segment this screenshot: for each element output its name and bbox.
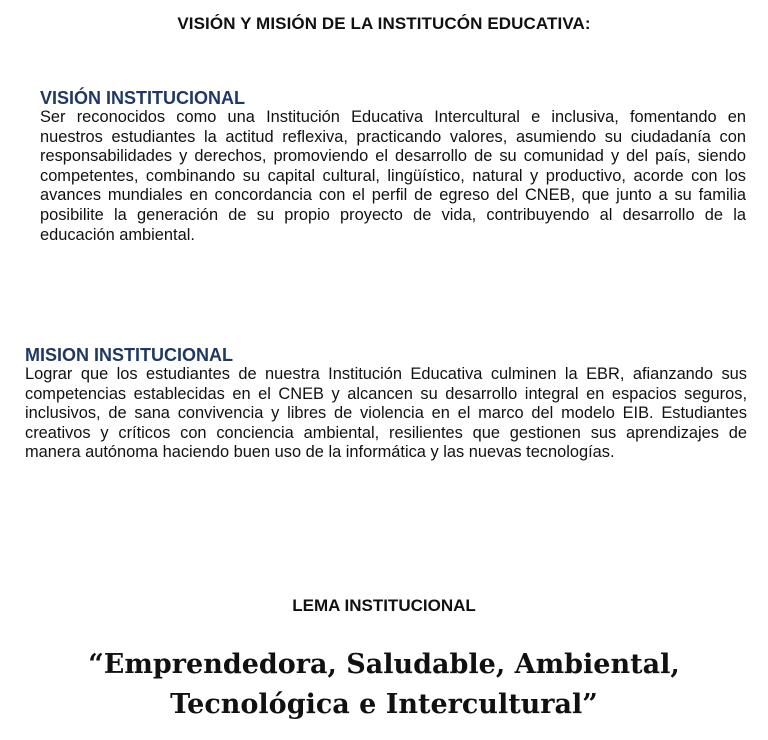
- vision-heading: VISIÓN INSTITUCIONAL: [40, 88, 246, 108]
- vision-section: [40, 88, 746, 245]
- mision-section: [25, 345, 747, 463]
- lema-heading: LEMA INSTITUCIONAL: [292, 596, 476, 615]
- lema-line-1: “Emprendedora, Saludable, Ambiental,: [88, 649, 680, 680]
- vision-body: Ser reconocidos como una Institución Educativa Intercultural e inclusiva, fomentando en nuestros estudiantes la actitud reflexiva, practicando valores, asumiendo su ciudadanía con responsabilidades y derechos, promoviendo el desarrollo de su comunidad y del país, siendo competentes, combinando su capital cultural, lingüístico, natural y productivo, acorde con los avances mundiales en concordancia con el perfil de egreso del CNEB, que junto a su familia posibilite la generación de su propio proyecto de vida, contribuyendo al desarrollo de la educación ambiental.: [40, 108, 746, 244]
- mision-body: Lograr que los estudiantes de nuestra Institución Educativa culminen la EBR, afianzando sus competencias establecidas en el CNEB y alcancen su desarrollo integral en espacios seguros, inclusivos, de sana convivencia y libres de violencia en el marco del modelo EIB. Estudiantes creativos y críticos con conciencia ambiental, resilientes que gestionen sus aprendizajes de manera autónoma haciendo buen uso de la informática y las nuevas tecnologías.: [25, 365, 747, 462]
- lema-line-2: Tecnológica e Intercultural”: [170, 689, 598, 720]
- lema-quote: [0, 645, 768, 725]
- mision-heading: MISION INSTITUCIONAL: [25, 345, 233, 365]
- page-title: VISIÓN Y MISIÓN DE LA INSTITUCÓN EDUCATIVA:: [177, 14, 591, 33]
